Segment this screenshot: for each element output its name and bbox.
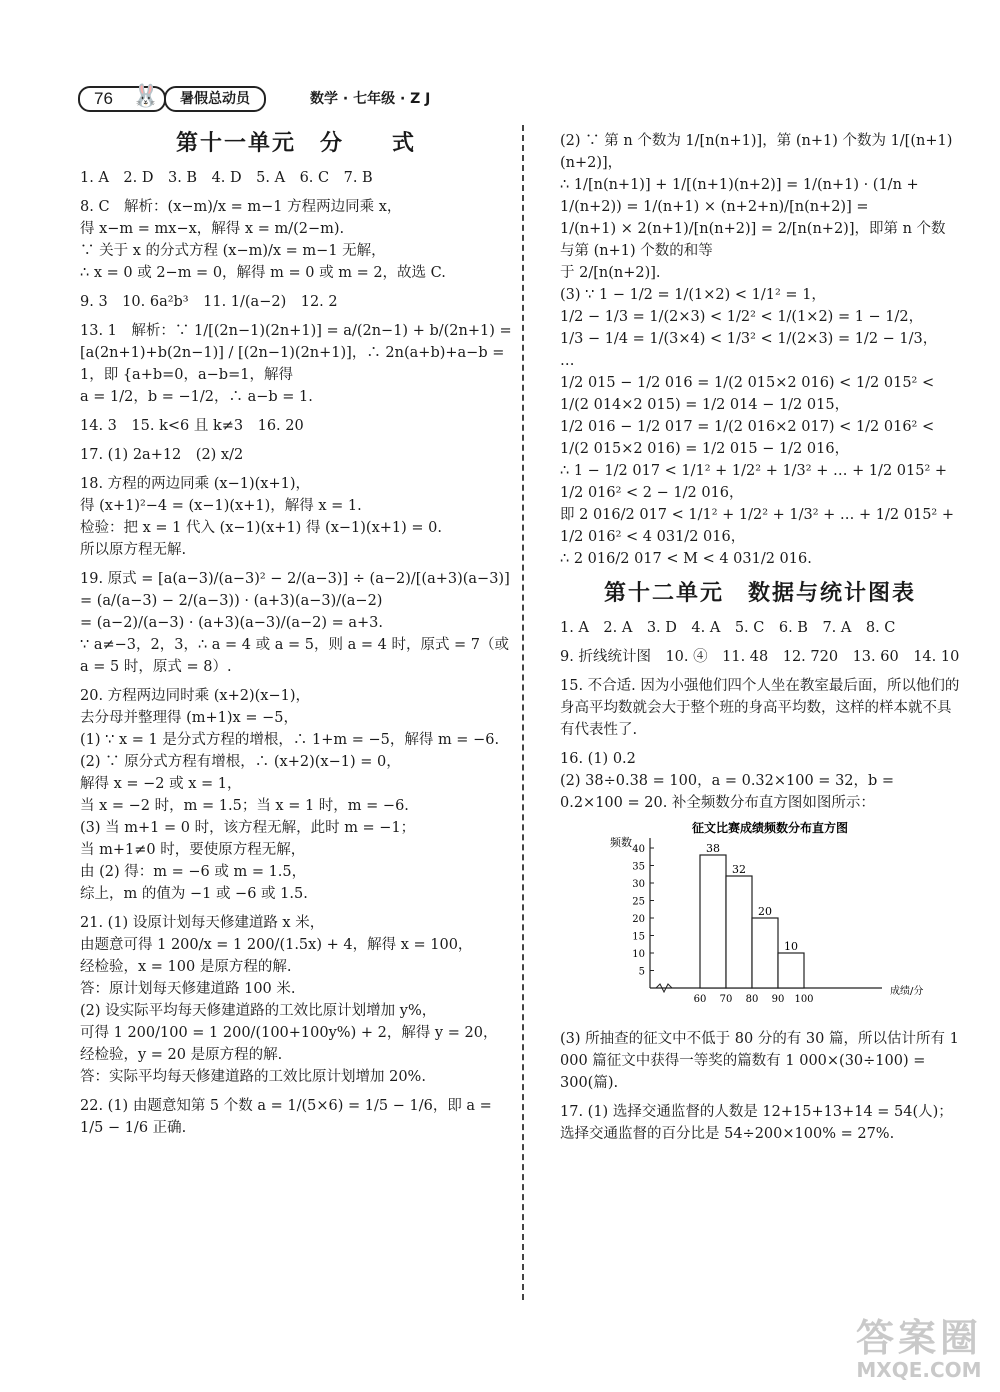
unit12-title: 第十二单元 数据与统计图表: [603, 581, 916, 606]
histogram-bar: [778, 953, 804, 988]
answer-line: 16. (1) 0.2: [560, 751, 636, 767]
answer-line: [a(2n+1)+b(2n−1)] / [(2n−1)(2n+1)]，∴ 2n(a+b)+a−b = 1，即 {a+b=0，a−b=1，解得: [80, 345, 509, 383]
answer-line: 得 (x+1)²−4 = (x−1)(x+1)，解得 x = 1.: [80, 498, 362, 514]
series-title: 暑假总动员: [164, 86, 266, 112]
x-tick-label: 100: [794, 994, 814, 1005]
y-tick-label: 5: [638, 966, 645, 978]
subject-label: 数学 · 七年级 · Z J: [310, 91, 431, 107]
answer-line: (3) 所抽查的征文中不低于 80 分的有 30 篇，所以估计所有 1 000 篇征文中获得一等奖的篇数有 1 000×(30÷100) = 300(篇).: [560, 1031, 964, 1091]
right-column: [560, 130, 964, 1145]
answer-line: 1. A 2. A 3. D 4. A 5. C 6. B 7. A 8. C: [560, 620, 896, 636]
answer-line: 解得 x = −2 或 x = 1，: [80, 776, 242, 792]
answer-line: 当 x = −2 时，m = 1.5；当 x = 1 时，m = −6.: [80, 798, 409, 814]
answer-line: 检验：把 x = 1 代入 (x−1)(x+1) 得 (x−1)(x+1) = 0.: [80, 520, 442, 536]
column-divider: [522, 125, 524, 1300]
answer-line: 17. (1) 2a+12 (2) x/2: [80, 447, 244, 463]
answer-line: 答：实际平均每天修建道路的工效比原计划增加 20%.: [80, 1069, 426, 1085]
answer-line: 答：原计划每天修建道路 100 米.: [80, 981, 296, 997]
left-column: [80, 120, 512, 1139]
answer-line: 14. 3 15. k<6 且 k≠3 16. 20: [80, 418, 304, 434]
answer-line: 19. 原式 = [a(a−3)/(a−3)² − 2/(a−3)] ÷ (a−2)/[(a+3)(a−3)]: [80, 571, 510, 587]
answer-line: 1/2 015 − 1/2 016 = 1/(2 015×2 016) < 1/2 015² < 1/(2 014×2 015) = 1/2 014 − 1/2 015，: [560, 375, 939, 413]
answer-line: 经检验，y = 20 是原方程的解.: [80, 1047, 283, 1063]
x-tick-label: 60: [693, 994, 707, 1005]
answer-line: a = 1/2，b = −1/2，∴ a−b = 1.: [80, 389, 313, 405]
x-tick-label: 80: [745, 994, 759, 1005]
bar-value-label: 32: [732, 863, 746, 876]
answer-line: ∴ 1 − 1/2 017 < 1/1² + 1/2² + 1/3² + … + 1/2 015² + 1/2 016² < 2 − 1/2 016，: [560, 463, 952, 501]
answer-line: 可得 1 200/100 = 1 200/(100+100y%) + 2，解得 y = 20，: [80, 1025, 498, 1041]
watermark-url: MXQE.COM: [856, 1358, 982, 1382]
answer-line: …: [560, 353, 575, 369]
answer-line: 18. 方程的两边同乘 (x−1)(x+1)，: [80, 476, 311, 492]
histogram: [600, 820, 960, 1024]
answer-line: 得 x−m = mx−x，解得 x = m/(2−m).: [80, 221, 345, 237]
bar-value-label: 38: [706, 842, 720, 855]
answer-line: ∴ x = 0 或 2−m = 0，解得 m = 0 或 m = 2，故选 C.: [80, 265, 446, 281]
answer-line: (2) ∵ 第 n 个数为 1/[n(n+1)]，第 (n+1) 个数为 1/[(n+1)(n+2)]，: [560, 133, 953, 171]
y-tick-label: 35: [632, 861, 645, 873]
answer-line: = (a−2)/(a−3) · (a+3)(a−3)/(a−2) = a+3.: [80, 615, 384, 631]
watermark-title: 答案圈: [855, 1316, 982, 1360]
answer-line: ∵ a≠−3，2，3，∴ a = 4 或 a = 5，则 a = 4 时，原式 = 7（或 a = 5 时，原式 = 8）.: [80, 637, 514, 675]
answer-line: 13. 1 解析：∵ 1/[(2n−1)(2n+1)] = a/(2n−1) + b/(2n+1) =: [80, 323, 512, 339]
answer-line: ∴ 2 016/2 017 < M < 4 031/2 016.: [560, 551, 812, 567]
answer-line: 17. (1) 选择交通监督的人数是 12+15+13+14 = 54(人)；: [560, 1104, 953, 1120]
answer-line: 1/(n+1) × 2(n+1)/[n(n+2)] = 2/[n(n+2)]，即第 n 个数与第 (n+1) 个数的和等: [560, 221, 946, 259]
unit11-answers: [80, 167, 512, 1139]
answer-line: 1/2 016 − 1/2 017 = 1/(2 016×2 017) < 1/2 016² < 1/(2 015×2 016) = 1/2 015 − 1/2 016，: [560, 419, 939, 457]
histogram-svg: [600, 820, 940, 1020]
answer-line: 于 2/[n(n+2)].: [560, 265, 661, 281]
answer-line: 所以原方程无解.: [80, 542, 187, 558]
y-tick-label: 25: [632, 896, 645, 908]
answer-line: 9. 3 10. 6a²b³ 11. 1/(a−2) 12. 2: [80, 294, 338, 310]
answer-line: 去分母并整理得 (m+1)x = −5，: [80, 710, 298, 726]
answer-line: 当 m+1≠0 时，要使原方程无解，: [80, 842, 306, 858]
page-header: [78, 82, 498, 112]
answer-line: 15. 不合适. 因为小强他们四个人坐在教室最后面，所以他们的身高平均数就会大于整个班的身高平均数，这样的样本就不具有代表性了.: [560, 678, 960, 738]
answer-line: 由 (2) 得：m = −6 或 m = 1.5，: [80, 864, 307, 880]
answer-line: 综上，m 的值为 −1 或 −6 或 1.5.: [80, 886, 308, 902]
y-tick-label: 10: [632, 949, 645, 960]
bar-value-label: 10: [784, 940, 798, 953]
answer-line: 1. A 2. D 3. B 4. D 5. A 6. C 7. B: [80, 170, 373, 186]
histogram-bar: [726, 876, 752, 988]
answer-line: 22. (1) 由题意知第 5 个数 a = 1/(5×6) = 1/5 − 1/6，即 a = 1/5 − 1/6 正确.: [80, 1098, 497, 1136]
answer-line: 9. 折线统计图 10. ④ 11. 48 12. 720 13. 60 14. 10: [560, 649, 960, 665]
y-tick-label: 15: [632, 931, 645, 943]
answer-line: 21. (1) 设原计划每天修建道路 x 米，: [80, 915, 325, 931]
x-tick-label: 90: [771, 994, 785, 1005]
unit11-continued: [560, 130, 960, 570]
y-tick-label: 20: [632, 914, 645, 925]
page-number: 76: [78, 86, 166, 112]
answer-line: (1) ∵ x = 1 是分式方程的增根，∴ 1+m = −5，解得 m = −6.: [80, 732, 500, 748]
unit12-answers-cont: [560, 1028, 964, 1145]
answer-line: 由题意可得 1 200/x = 1 200/(1.5x) + 4，解得 x = 100，: [80, 937, 473, 953]
answer-line: 即 2 016/2 017 < 1/1² + 1/2² + 1/3² + … + 1/2 015² + 1/2 016² < 4 031/2 016，: [560, 507, 959, 545]
y-tick-label: 30: [632, 879, 645, 890]
answer-line: ∴ 1/[n(n+1)] + 1/[(n+1)(n+2)] = 1/(n+1) · (1/n + 1/(n+2)) = 1/(n+1) × (n+2+n)/[n(n+2)] =: [560, 177, 924, 215]
answer-line: (2) 38÷0.38 = 100，a = 0.32×100 = 32，b = 0.2×100 = 20. 补全频数分布直方图如图所示：: [560, 773, 899, 811]
answer-line: = (a/(a−3) − 2/(a−3)) · (a+3)(a−3)/(a−2): [80, 593, 383, 609]
unit11-title: 第十一单元 分 式: [175, 131, 416, 156]
x-tick-label: 70: [719, 994, 733, 1005]
bar-value-label: 20: [758, 905, 772, 918]
answer-line: ∵ 关于 x 的分式方程 (x−m)/x = m−1 无解，: [80, 243, 386, 259]
answer-line: 1/3 − 1/4 = 1/(3×4) < 1/3² < 1/(2×3) = 1/2 − 1/3，: [560, 331, 938, 347]
watermark: [856, 1318, 982, 1382]
x-axis-label: 成绩/分: [890, 986, 924, 997]
histogram-bar: [700, 855, 726, 988]
unit12-answers: [560, 617, 960, 814]
histogram-bar: [752, 918, 778, 988]
mascot-icon: 🐰: [132, 84, 160, 109]
answer-line: (2) ∵ 原分式方程有增根，∴ (x+2)(x−1) = 0，: [80, 754, 401, 770]
answer-line: (3) ∵ 1 − 1/2 = 1/(1×2) < 1/1² = 1，: [560, 287, 826, 303]
answer-line: (3) 当 m+1 = 0 时，该方程无解，此时 m = −1；: [80, 820, 416, 836]
y-tick-label: 40: [632, 844, 645, 855]
answer-line: 经检验，x = 100 是原方程的解.: [80, 959, 292, 975]
answer-line: (2) 设实际平均每天修建道路的工效比原计划增加 y%，: [80, 1003, 437, 1019]
answer-line: 选择交通监督的百分比是 54÷200×100% = 27%.: [560, 1126, 895, 1142]
y-axis-label: 频数: [610, 836, 632, 849]
answer-line: 1/2 − 1/3 = 1/(2×3) < 1/2² < 1/(1×2) = 1 − 1/2，: [560, 309, 924, 325]
chart-title: 征文比赛成绩频数分布直方图: [691, 821, 849, 835]
answer-line: 8. C 解析：(x−m)/x = m−1 方程两边同乘 x，: [80, 199, 402, 215]
answer-line: 20. 方程两边同时乘 (x+2)(x−1)，: [80, 688, 311, 704]
